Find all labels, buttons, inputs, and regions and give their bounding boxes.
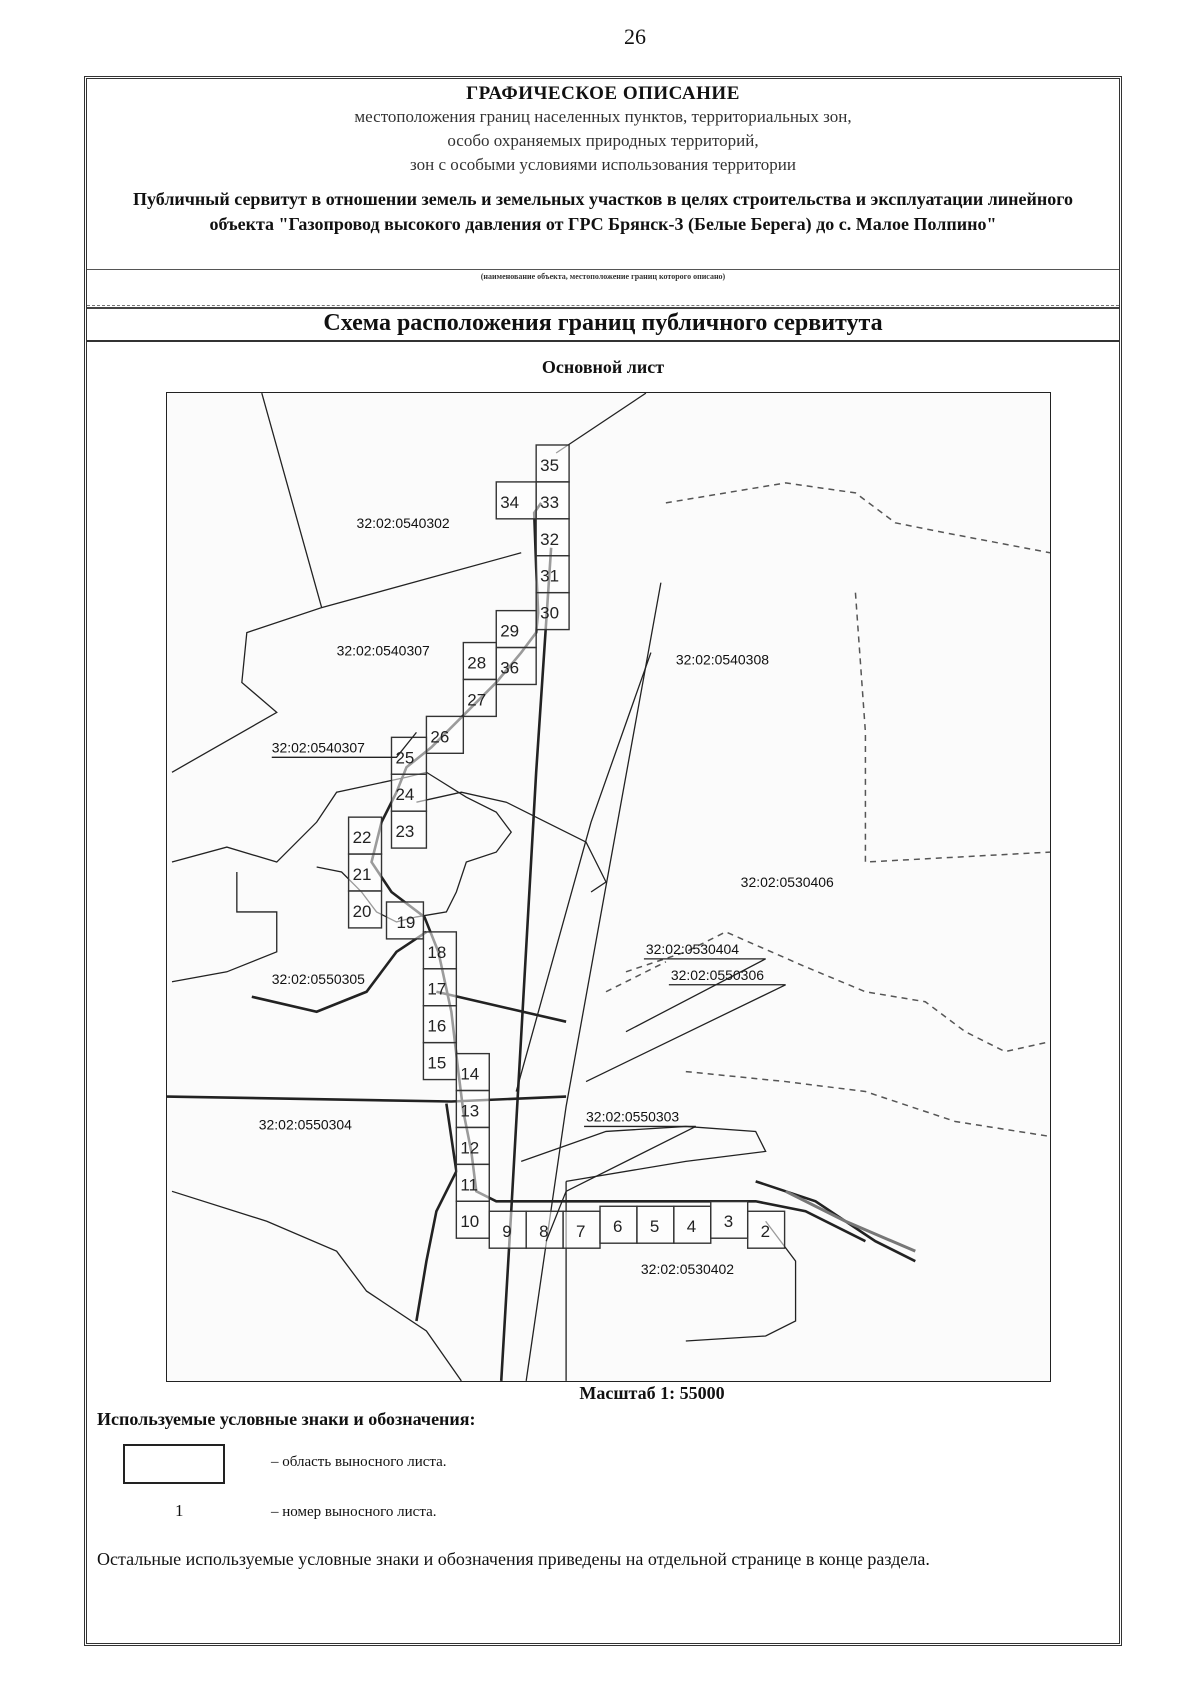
- parcel-label-0540302: 32:02:0540302: [356, 514, 450, 531]
- sheet-number-11: 11: [460, 1175, 478, 1195]
- boundary-river-1: [172, 772, 511, 922]
- legend-footnote: Остальные используемые условные знаки и обозначения приведены на отдельной странице в конце раздела.: [97, 1549, 930, 1569]
- sheet-number-7: 7: [576, 1222, 586, 1242]
- parcel-label-0530404: 32:02:0530404: [645, 940, 740, 957]
- district-small: [606, 962, 666, 992]
- object-caption: (наименование объекта, местоположение границ которого описано): [480, 272, 726, 281]
- sheet-number-31: 31: [540, 566, 560, 586]
- parcel-label-0550306: 32:02:0550306: [670, 966, 764, 983]
- sheet-number-2: 2: [760, 1222, 771, 1242]
- sheet-number-20: 20: [352, 901, 372, 921]
- sheet-number-34: 34: [500, 492, 520, 512]
- boundary-north: [556, 393, 646, 453]
- sheet-number-10: 10: [460, 1212, 480, 1232]
- scheme-title: Схема расположения границ публичного сервитута: [87, 305, 1119, 342]
- sheet-number-6: 6: [612, 1217, 623, 1237]
- boundary-lake: [521, 1126, 765, 1181]
- boundary-nw-2: [322, 553, 522, 608]
- parcel-label-0540307-north: 32:02:0540307: [336, 642, 430, 659]
- sheet-number-4: 4: [686, 1217, 697, 1237]
- subtitle-line-1: местоположения границ населенных пунктов, территориальных зон,: [354, 107, 852, 126]
- legend-text-sheet-number: – номер выносного листа.: [271, 1504, 437, 1520]
- district-boundaries: [606, 483, 1050, 1137]
- sheet-number-32: 32: [540, 529, 560, 549]
- header: [87, 79, 1119, 309]
- district-east-3: [686, 1072, 1050, 1137]
- parcel-label-0550305: 32:02:0550305: [271, 970, 365, 987]
- cadastral-map: [166, 392, 1051, 1382]
- page-number: 26: [624, 24, 646, 49]
- sheet-number-35: 35: [540, 455, 560, 475]
- boundary-west-block: [172, 872, 277, 982]
- boundary-river-2: [416, 792, 606, 892]
- sheet-number-5: 5: [649, 1217, 660, 1237]
- document-title: ГРАФИЧЕСКОЕ ОПИСАНИЕ: [466, 83, 740, 104]
- sheet-number-19: 19: [396, 912, 416, 932]
- parcel-label-0540307-west: 32:02:0540307: [271, 739, 365, 756]
- sheet-number-18: 18: [427, 942, 447, 962]
- sheet-number-3: 3: [723, 1212, 734, 1232]
- sheet-grid: [349, 445, 785, 1248]
- object-underline: [87, 269, 1119, 270]
- road-west-east: [167, 1097, 566, 1102]
- legend-symbol-sheet-area: [123, 1444, 225, 1484]
- sheet-label: Основной лист: [541, 357, 665, 377]
- district-east-2: [855, 593, 1050, 862]
- parcel-label-0530402: 32:02:0530402: [640, 1261, 735, 1278]
- legend-symbol-sheet-number: 1: [175, 1501, 184, 1520]
- boundary-inner-vertical: [516, 653, 651, 1092]
- sheet-number-33: 33: [540, 492, 560, 512]
- sheet-number-29: 29: [500, 621, 520, 641]
- sheet-number-23: 23: [395, 822, 415, 842]
- sheet-number-15: 15: [427, 1053, 447, 1073]
- document-frame: [84, 76, 1122, 1646]
- district-east-1: [666, 483, 1050, 553]
- sheet-number-22: 22: [352, 828, 372, 848]
- sheet-number-17: 17: [427, 979, 447, 999]
- subtitle-line-2: особо охраняемых природных территорий,: [447, 131, 759, 150]
- object-description: Публичный сервитут в отношении земель и земельных участков в целях строительства и эксплуатации линейного объекта "Газопровод высокого давления от ГРС Брянск-3 (Белые Берега) до с. Малое Полпино": [133, 189, 1073, 234]
- sheet-number-28: 28: [467, 653, 487, 673]
- parcel-label-0540308: 32:02:0540308: [675, 651, 769, 668]
- legend-text-sheet-area: – область выносного листа.: [271, 1454, 447, 1470]
- sheet-number-30: 30: [540, 603, 560, 623]
- legend-title: Используемые условные знаки и обозначения:: [97, 1409, 476, 1429]
- sheet-number-24: 24: [395, 785, 415, 805]
- road-south-loop: [416, 1104, 456, 1322]
- sheet-number-9: 9: [502, 1222, 512, 1242]
- sheet-number-16: 16: [427, 1016, 447, 1036]
- sheet-number-27: 27: [467, 690, 487, 710]
- sheet-number-8: 8: [539, 1222, 549, 1242]
- sheet-number-14: 14: [460, 1064, 480, 1084]
- sheet-number-13: 13: [460, 1101, 480, 1121]
- boundary-south-west: [172, 1191, 461, 1381]
- parcel-label-0530406: 32:02:0530406: [740, 874, 834, 890]
- boundary-nw-1: [172, 393, 322, 772]
- sheet-number-25: 25: [395, 748, 415, 768]
- parcel-label-0550304: 32:02:0550304: [258, 1116, 352, 1133]
- sheet-number-36: 36: [500, 658, 520, 678]
- leader-0550306: [586, 985, 786, 1082]
- parcel-label-0550303: 32:02:0550303: [586, 1108, 680, 1125]
- sheet-number-26: 26: [430, 727, 450, 747]
- sheet-number-21: 21: [352, 865, 372, 885]
- subtitle-line-3: зон с особыми условиями использования территории: [410, 155, 796, 174]
- road-east-gray: [786, 1191, 916, 1251]
- map-scale: Масштаб 1: 55000: [579, 1383, 725, 1403]
- sheet-number-12: 12: [460, 1138, 480, 1158]
